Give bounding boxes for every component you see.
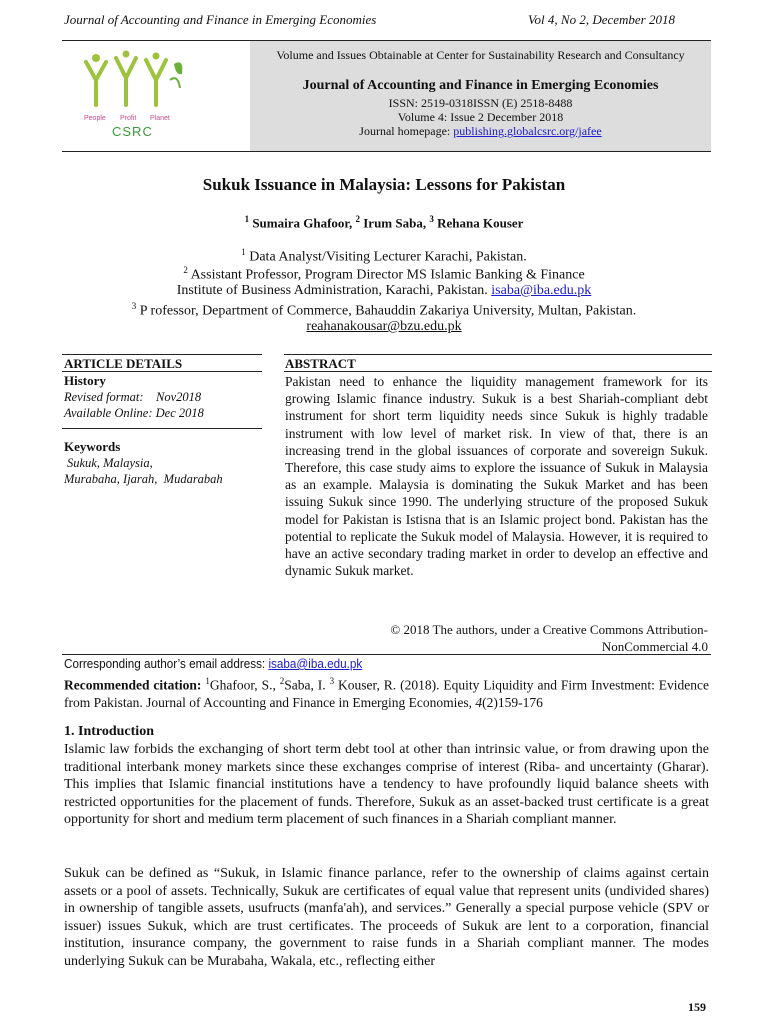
history-rule bbox=[62, 428, 262, 429]
banner-issn: ISSN: 2519-0318ISSN (E) 2518-8488 bbox=[388, 96, 573, 110]
running-header-volume: Vol 4, No 2, December 2018 bbox=[528, 12, 675, 27]
affiliation-email-link[interactable]: reahanakousar@bzu.edu.pk bbox=[306, 319, 462, 334]
abstract-text: Pakistan need to enhance the liquidity management framework for its growing Islamic finance industry. Sukuk is a best Shariah-compliant debt instrument for short term liquidity needs since Sukuk is highly tradable instrument with low level of market risk. In view of that, there is an increasing trend in the global issuances of corporate and sovereign Sukuk. Therefore, this case study aims to explore the issuance of Sukuk in Malaysia as an example. Malaysia is dominating the Sukuk Market and has been issuing Sukuk since 1990. The underlying structure of the proposed Sukuk model for Pakistan is Istisna that is an Islamic project bond. Pakistan has the potential to replicate the Sukuk model of Malaysia. However, it is required to have an active secondary trading market in order to develop an effective and dynamic Sukuk market. bbox=[285, 374, 708, 579]
banner-publisher-line: Volume and Issues Obtainable at Center for Sustainability Research and Consultancy bbox=[276, 48, 685, 62]
body-separator-rule bbox=[62, 654, 711, 655]
body-paragraph: Sukuk can be defined as “Sukuk, in Islamic finance parlance, refer to the ownership of claims against certain assets or a pool of assets. Technically, Sukuk are certificates of equal value that represent units (undivided shares) in ownership of tangible assets, usufructs (manfa'ah), and services.” Generally a special purpose vehicle (SPV or issuer) issues Sukuk, which are trust certificates. The proceeds of Sukuk are lent to a corporation, financial institution, insurance company, the government to raise funds in a Shariah compliant manner. The modes underlying Sukuk can be Murabaha, Wakala, etc., reflecting either bbox=[64, 866, 709, 969]
copyright-line-2: NonCommercial 4.0 bbox=[601, 638, 708, 654]
homepage-label: Journal homepage: bbox=[359, 124, 454, 138]
logo-label-planet: Planet bbox=[150, 115, 170, 122]
affiliation-text: P rofessor, Department of Commerce, Bahauddin Zakariya University, Multan, Pakistan. bbox=[139, 303, 637, 319]
paper-title: Sukuk Issuance in Malaysia: Lessons for Pakistan bbox=[202, 175, 566, 194]
article-details-heading: ARTICLE DETAILS bbox=[64, 356, 183, 371]
section-heading-introduction: 1. Introduction bbox=[64, 724, 154, 739]
csrc-logo bbox=[78, 50, 198, 145]
affiliation-2-institute bbox=[0, 283, 768, 299]
abstract-rule bbox=[284, 354, 712, 355]
history-online: Available Online: Dec 2018 bbox=[64, 406, 204, 420]
page-number: 159 bbox=[688, 1000, 706, 1014]
author-sup: 3 bbox=[429, 214, 434, 224]
affiliation-sup: 3 bbox=[131, 301, 137, 311]
author-sup: 2 bbox=[355, 214, 360, 224]
citation-sup: 3 bbox=[329, 676, 335, 686]
citation-volume: 4 bbox=[475, 694, 483, 710]
author-name: Irum Saba, bbox=[363, 215, 427, 231]
homepage-link[interactable]: publishing.globalcsrc.org/jafee bbox=[453, 124, 602, 138]
abstract-heading: ABSTRACT bbox=[285, 356, 356, 371]
affiliation-3-email bbox=[0, 319, 768, 335]
author-list bbox=[0, 214, 768, 231]
logo-label-profit: Profit bbox=[120, 115, 137, 122]
article-details-rule bbox=[62, 354, 262, 355]
citation-pages: (2)159-176 bbox=[482, 694, 543, 710]
article-details-rule bbox=[62, 371, 262, 372]
citation-text: Ghafoor, S., bbox=[209, 677, 280, 693]
corresponding-label: Corresponding author’s email address: bbox=[64, 656, 269, 671]
affiliation-sup: 2 bbox=[183, 265, 188, 275]
keywords-line-1: Sukuk, Malaysia, bbox=[67, 456, 153, 470]
citation-text: Kouser, R. (2018). Equity Liquidity and Firm Investment: Evidence from Pakistan. Journal of Accounting and Finance in Emerging Economies, bbox=[64, 677, 709, 710]
author-name: Rehana Kouser bbox=[437, 215, 524, 231]
running-header-journal: Journal of Accounting and Finance in Emerging Economies bbox=[64, 12, 377, 27]
body-paragraph: Islamic law forbids the exchanging of short term debt tool at other than intrinsic value, or from drawing upon the traditional interbank money markets since these exchanges comprise of interest (Riba- and uncertainty (Gharar). This implies that Islamic financial institutions have a tendency to have profoundly liquid balance sheets with restricted opportunities for the placement of funds. Therefore, Sukuk as an asset-backed trust certificate is a great opportunity for short and medium term placement of such finances in a Shariah compliant manner. bbox=[64, 742, 709, 827]
abstract-rule bbox=[284, 371, 712, 372]
recommended-citation bbox=[64, 673, 709, 711]
affiliation-sup: 1 bbox=[241, 247, 246, 257]
citation-text: Saba, I. bbox=[284, 677, 330, 693]
copyright-line-1: © 2018 The authors, under a Creative Commons Attribution- bbox=[390, 622, 708, 637]
author-name: Sumaira Ghafoor, bbox=[252, 215, 353, 231]
logo-name: CSRC bbox=[112, 124, 153, 139]
affiliation-2 bbox=[0, 265, 768, 284]
header-rule-bottom bbox=[62, 151, 711, 152]
history-revised: Revised format: Nov2018 bbox=[64, 390, 202, 404]
copyright-notice bbox=[285, 622, 708, 655]
history-label: History bbox=[64, 373, 106, 388]
affiliation-1 bbox=[0, 247, 768, 266]
banner-homepage bbox=[250, 124, 711, 139]
corresponding-email-link[interactable]: isaba@iba.edu.pk bbox=[268, 656, 363, 671]
affiliation-email-link[interactable]: isaba@iba.edu.pk bbox=[491, 283, 592, 298]
citation-label: Recommended citation: bbox=[64, 677, 206, 693]
citation-sup: 1 bbox=[205, 676, 210, 686]
citation-sup: 2 bbox=[279, 676, 285, 686]
author-sup: 1 bbox=[244, 214, 250, 224]
logo-label-people: People bbox=[84, 115, 106, 122]
keywords-label: Keywords bbox=[64, 439, 121, 454]
keywords-line-2: Murabaha, Ijarah, Mudarabah bbox=[64, 472, 223, 486]
affiliation-3 bbox=[0, 301, 768, 320]
banner-volume: Volume 4: Issue 2 December 2018 bbox=[397, 110, 564, 124]
affiliation-text: Institute of Business Administration, Karachi, Pakistan. bbox=[176, 283, 488, 298]
corresponding-author bbox=[64, 656, 362, 671]
affiliation-text: Data Analyst/Visiting Lecturer Karachi, Pakistan. bbox=[249, 249, 527, 265]
affiliation-text: Assistant Professor, Program Director MS Islamic Banking & Finance bbox=[190, 267, 585, 283]
banner-journal-title: Journal of Accounting and Finance in Emerging Economies bbox=[302, 78, 659, 93]
